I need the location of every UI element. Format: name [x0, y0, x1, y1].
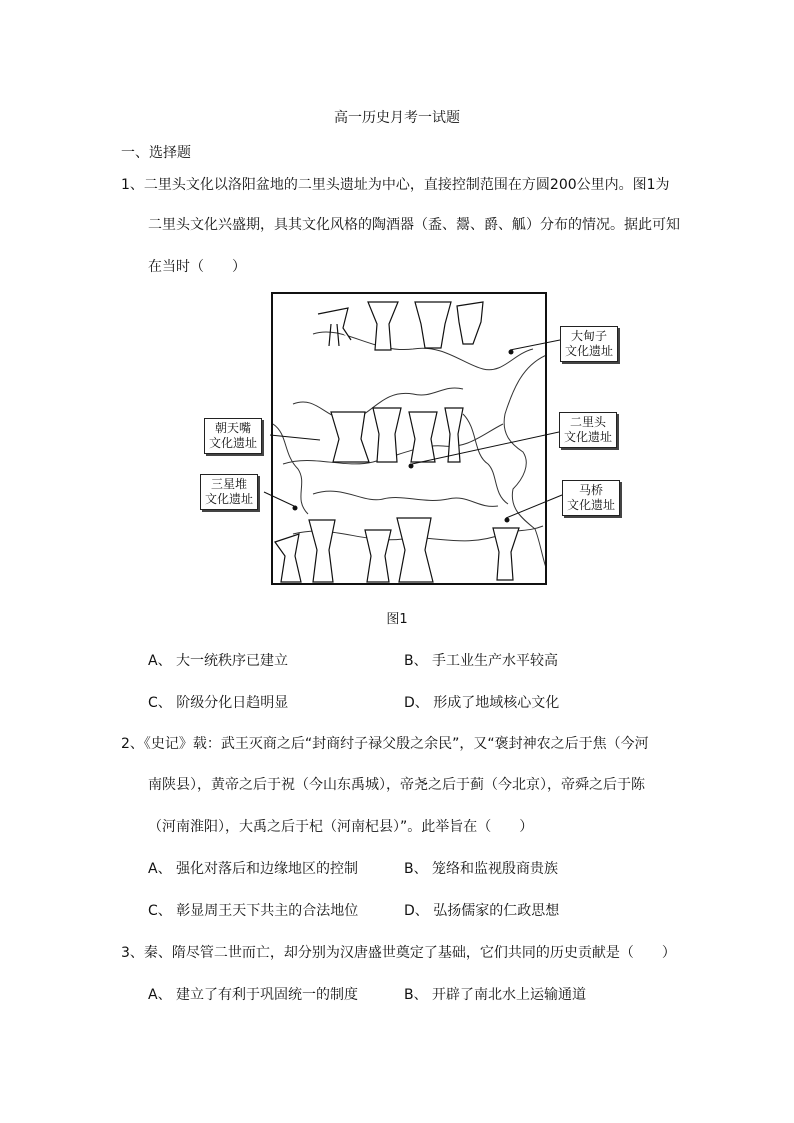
vessel-jue-1 [318, 308, 351, 346]
q3-line-1: 3、秦、隋尽管二世而亡，却分别为汉唐盛世奠定了基础，它们共同的历史贡献是（ ） [121, 945, 676, 961]
vessel-gu-4 [493, 528, 519, 580]
q2-option-d: D、 弘扬儒家的仁政思想 [404, 903, 560, 919]
q1-option-a: A、 大一统秩序已建立 [148, 653, 289, 669]
label-sanxingdui: 三星堆 文化遗址 [200, 474, 258, 510]
vessel-he-3 [365, 530, 391, 582]
q2-line-3: （河南淮阳），大禹之后于杞（河南杞县）”。此举旨在（ ） [148, 819, 534, 835]
region-outline-east [463, 414, 508, 504]
site-marker-dadianzi [509, 350, 514, 355]
figure-1-map [271, 292, 547, 585]
vessel-gu-2 [373, 408, 401, 462]
q1-line-2: 二里头文化兴盛期，具其文化风格的陶酒器（盉、鬶、爵、觚）分布的情况。据此可知 [148, 217, 680, 233]
figure-caption: 图1 [386, 612, 408, 627]
vessel-jue-2 [331, 412, 369, 462]
vessel-gu-3 [309, 520, 335, 582]
q2-line-1: 2、《史记》载：武王灭商之后“封商纣子禄父殷之余民”，又“褒封神农之后于焦（今河 [121, 736, 649, 752]
vessel-he-1 [415, 302, 451, 348]
section-heading: 一、选择题 [121, 145, 191, 161]
q1-line-3: 在当时（ ） [148, 259, 246, 275]
site-marker-maqiao [505, 518, 510, 523]
site-marker-erlitou [409, 464, 414, 469]
q2-option-b: B、 笼络和监视殷商贵族 [404, 861, 559, 877]
q3-option-b: B、 开辟了南北水上运输通道 [404, 987, 587, 1003]
q2-option-c: C、 彰显周王天下共主的合法地位 [148, 903, 359, 919]
vessel-gui-3 [397, 518, 433, 582]
vessel-jue-3 [275, 534, 301, 582]
q1-option-d: D、 形成了地域核心文化 [404, 695, 560, 711]
label-chaotianzui: 朝天嘴 文化遗址 [204, 418, 262, 454]
site-marker-sanxingdui [293, 506, 298, 511]
vessel-gu-1 [368, 302, 398, 350]
region-outline-south [313, 491, 498, 506]
label-maqiao: 马桥 文化遗址 [562, 480, 620, 516]
q1-option-c: C、 阶级分化日趋明显 [148, 695, 289, 711]
q2-line-2: 南陕县），黄帝之后于祝（今山东禹城），帝尧之后于蓟（今北京），帝舜之后于陈 [148, 777, 645, 793]
label-erlitou: 二里头 文化遗址 [559, 412, 617, 448]
label-dadianzi: 大甸子 文化遗址 [560, 326, 618, 362]
page-title: 高一历史月考一试题 [334, 110, 460, 126]
q3-option-a: A、 建立了有利于巩固统一的制度 [148, 987, 359, 1003]
vessel-gui-2 [445, 408, 463, 462]
region-outline-west [273, 424, 308, 514]
vessel-he-2 [409, 412, 437, 462]
map-drawing [273, 294, 547, 585]
q1-option-b: B、 手工业生产水平较高 [404, 653, 559, 669]
q2-option-a: A、 强化对落后和边缘地区的控制 [148, 861, 359, 877]
vessel-gui-1 [457, 302, 483, 344]
q1-line-1: 1、二里头文化以洛阳盆地的二里头遗址为中心，直接控制范围在方圆200公里内。图1为 [121, 177, 670, 193]
